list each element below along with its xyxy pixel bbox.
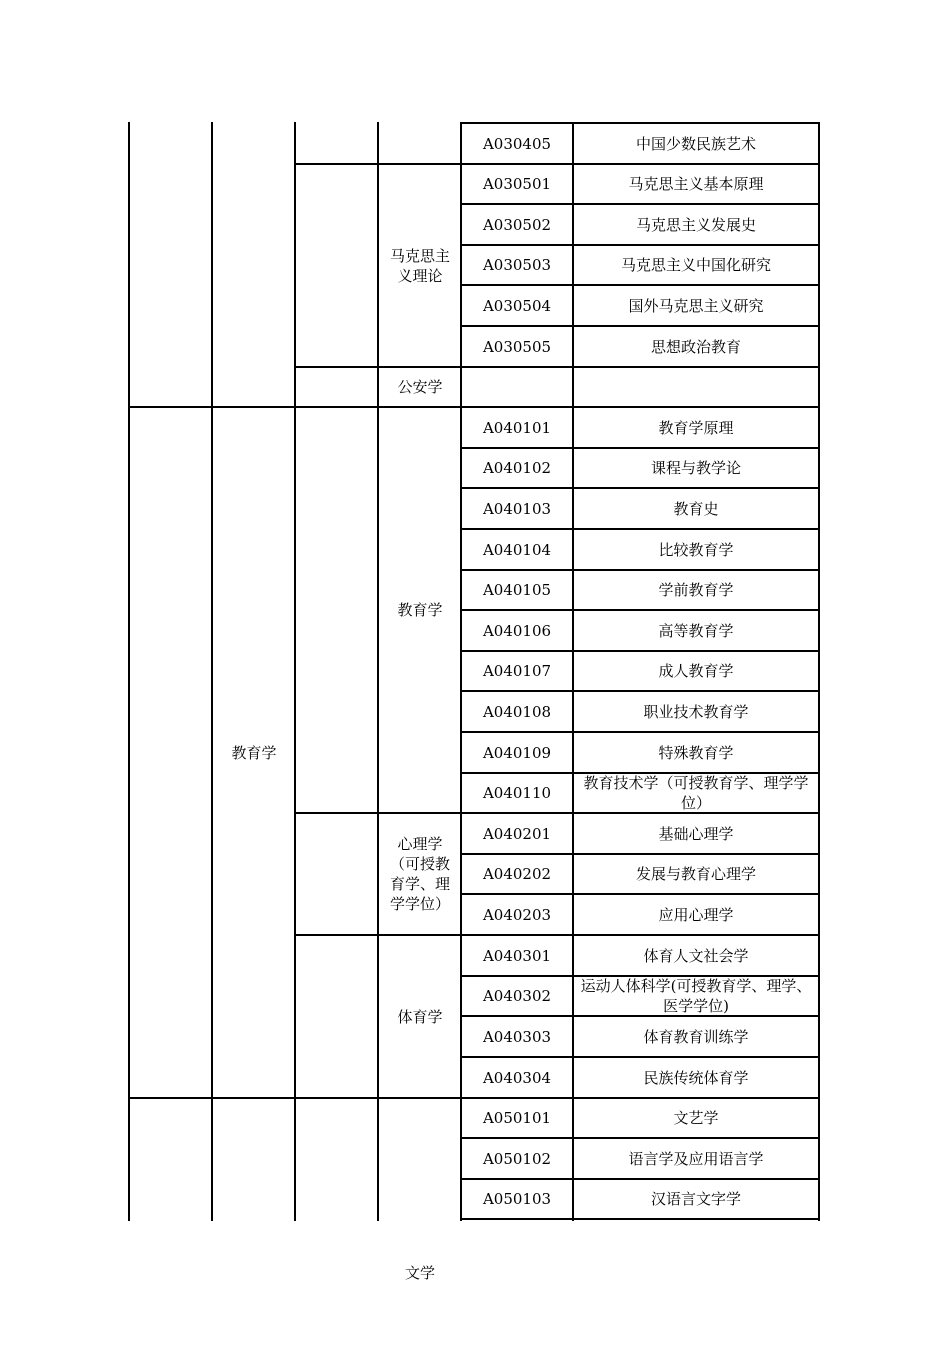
discipline-code: A030504 [482, 296, 552, 315]
discipline-code: A040105 [482, 581, 552, 599]
discipline-code: A030503 [482, 256, 552, 274]
discipline-name [574, 368, 818, 406]
grid-line [128, 1097, 462, 1099]
discipline-code: A030505 [482, 337, 552, 356]
discipline-name: 运动人体科学(可授教育学、理学、医学学位) [580, 977, 812, 1015]
discipline-name: 体育人文社会学 [643, 946, 749, 965]
discipline-code: A040103 [482, 499, 552, 518]
discipline-name: 马克思主义中国化研究 [620, 256, 771, 274]
discipline-code: A040101 [482, 418, 552, 437]
discipline-code: A050102 [482, 1149, 552, 1168]
discipline-code: A030405 [482, 134, 552, 153]
discipline-name: 应用心理学 [658, 905, 734, 924]
discipline-name: 文艺学 [673, 1109, 719, 1127]
discipline-code: A040201 [482, 824, 552, 843]
category-education: 教育学 [231, 743, 277, 762]
discipline-code: A040203 [482, 905, 552, 924]
discipline-code: A040301 [482, 946, 552, 965]
subject-psychology: 心理学（可授教育学、理学学位） [389, 835, 450, 913]
subject-sports: 体育学 [397, 1007, 443, 1026]
discipline-name: 体育教育训练学 [643, 1027, 749, 1046]
discipline-name: 教育学原理 [658, 418, 734, 437]
discipline-code: A040102 [482, 459, 552, 477]
subject-education: 教育学 [397, 601, 443, 619]
discipline-name: 汉语言文字学 [650, 1190, 741, 1208]
discipline-code [462, 368, 572, 406]
discipline-name: 民族传统体育学 [643, 1068, 749, 1087]
discipline-name: 基础心理学 [658, 824, 734, 843]
discipline-name: 教育技术学（可授教育学、理学学位） [583, 774, 809, 812]
discipline-code: A040104 [482, 540, 552, 559]
discipline-name: 思想政治教育 [650, 337, 741, 356]
discipline-code: A050103 [482, 1190, 552, 1208]
grid-line [460, 1218, 820, 1220]
footer-category-label: 文学 [404, 1264, 435, 1282]
discipline-name: 发展与教育心理学 [635, 865, 756, 883]
discipline-name: 语言学及应用语言学 [628, 1149, 764, 1168]
discipline-name: 特殊教育学 [658, 743, 734, 762]
subject-marxism: 马克思主义理论 [389, 246, 450, 285]
discipline-code: A040107 [482, 662, 552, 680]
discipline-code: A040110 [482, 784, 552, 802]
discipline-code: A040108 [482, 702, 552, 721]
grid-line [128, 122, 130, 1221]
discipline-name: 课程与教学论 [650, 459, 741, 477]
discipline-name: 马克思主义发展史 [635, 215, 756, 234]
discipline-name: 中国少数民族艺术 [635, 134, 756, 153]
discipline-code: A040302 [482, 987, 552, 1005]
discipline-code: A040106 [482, 621, 552, 640]
discipline-name: 比较教育学 [658, 540, 734, 559]
discipline-code: A040109 [482, 743, 552, 762]
discipline-name: 学前教育学 [658, 581, 734, 599]
discipline-code: A050101 [482, 1109, 552, 1127]
discipline-code: A030502 [482, 215, 552, 234]
discipline-code: A040304 [482, 1068, 552, 1087]
discipline-name: 高等教育学 [658, 621, 734, 640]
subject-public-security: 公安学 [397, 378, 443, 396]
discipline-name: 国外马克思主义研究 [628, 296, 764, 315]
discipline-name: 教育史 [673, 499, 719, 518]
discipline-name: 成人教育学 [658, 662, 734, 680]
discipline-name: 职业技术教育学 [643, 702, 749, 721]
discipline-code: A040202 [482, 865, 552, 883]
discipline-name: 马克思主义基本原理 [628, 175, 764, 193]
discipline-code: A030501 [482, 175, 552, 193]
discipline-code: A040303 [482, 1027, 552, 1046]
